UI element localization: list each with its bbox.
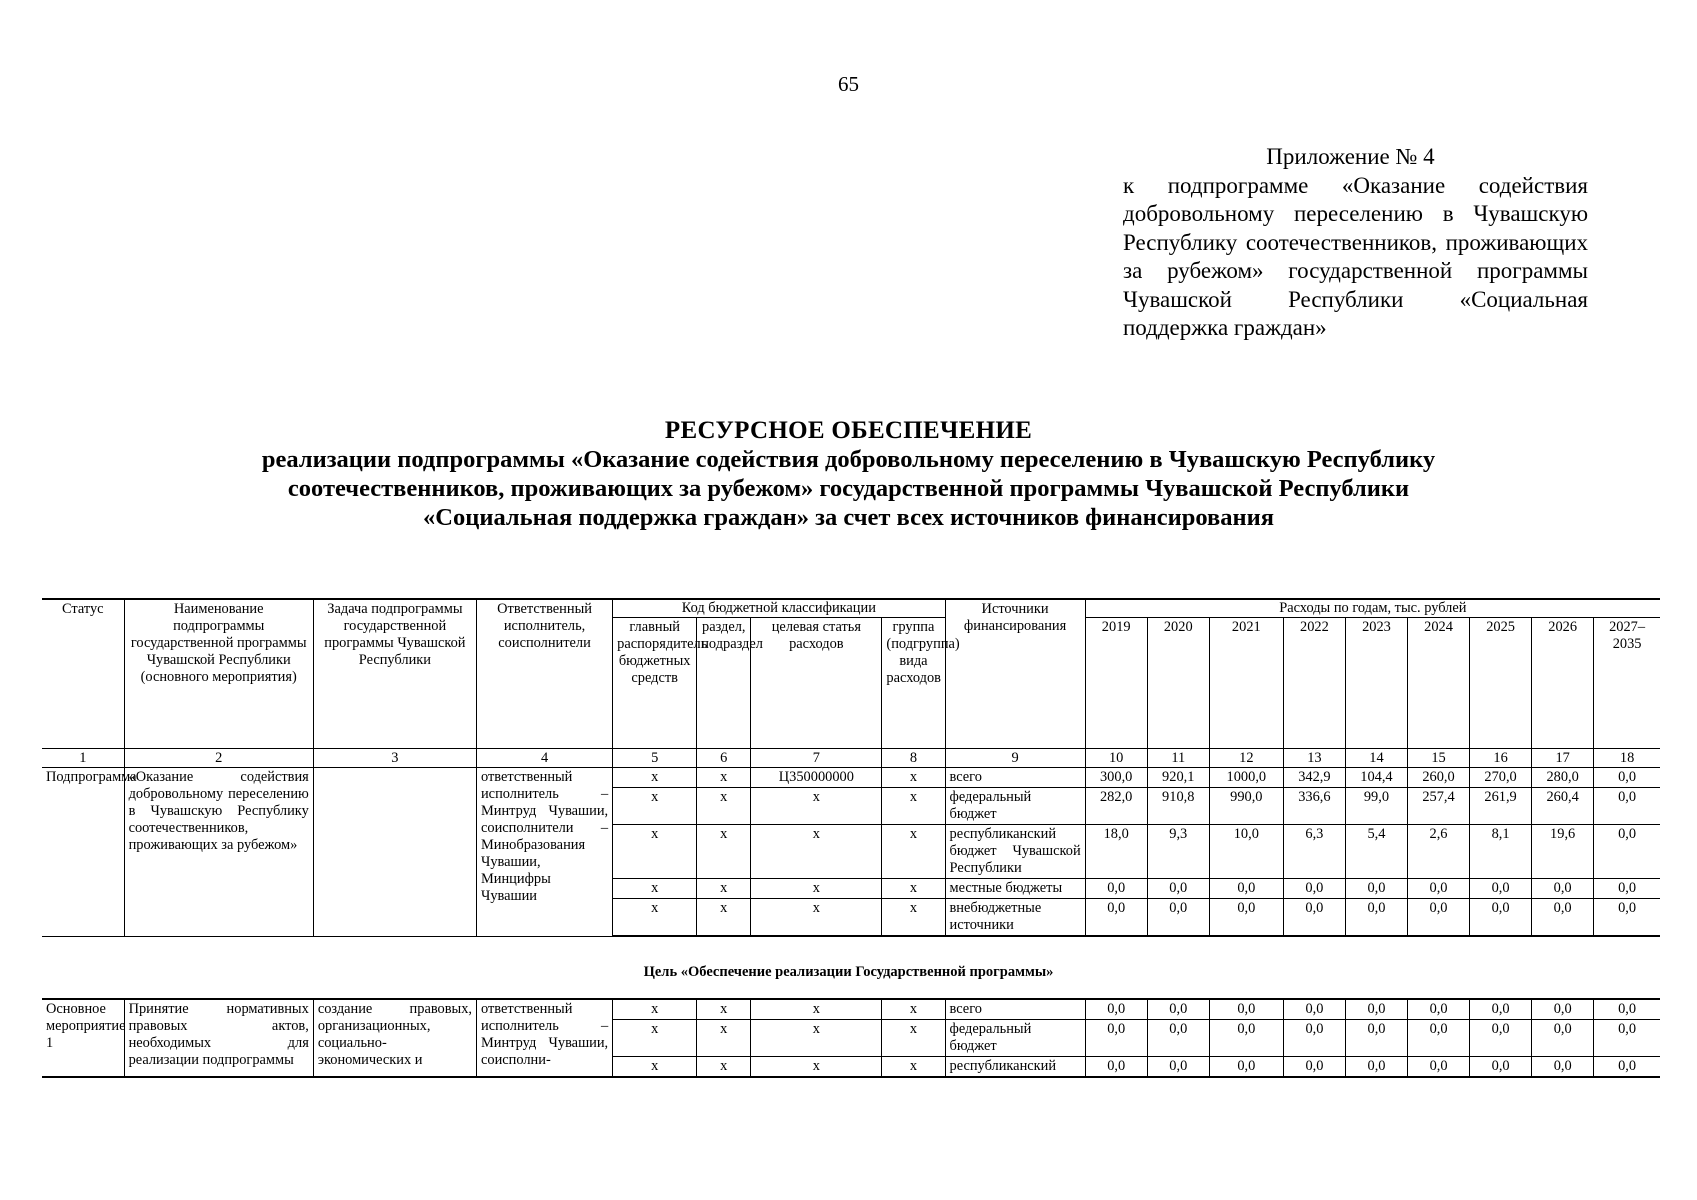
col-num: 18	[1594, 749, 1660, 768]
header-year-2026: 2026	[1532, 618, 1594, 749]
kbk-section-cell: x	[697, 879, 751, 899]
appendix-block	[1123, 143, 1588, 343]
value-cell: 0,0	[1532, 899, 1594, 937]
kbk-section-cell: x	[697, 788, 751, 825]
col-num: 13	[1283, 749, 1345, 768]
appendix-text: к подпрограмме «Оказание содействия добровольному переселению в Чувашскую Республику соотечественников, проживающих за рубежом» государственной программы Чувашской Республики «Социальная поддержка граждан»	[1123, 172, 1588, 340]
value-cell: 10,0	[1209, 825, 1283, 879]
value-cell: 99,0	[1345, 788, 1407, 825]
value-cell: 342,9	[1283, 768, 1345, 788]
value-cell: 0,0	[1594, 825, 1660, 879]
col-num: 11	[1147, 749, 1209, 768]
value-cell: 6,3	[1283, 825, 1345, 879]
col-num: 3	[313, 749, 476, 768]
header-kbk-main: главный распорядитель бюджетных средств	[613, 618, 697, 749]
value-cell: 910,8	[1147, 788, 1209, 825]
subprogram-executor: ответственный исполнитель – Минтруд Чувашии, соисполнители – Минобразования Чувашии, Минцифры Чувашии	[476, 768, 612, 937]
source-cell: республиканский	[945, 1057, 1085, 1078]
kbk-article-cell: x	[751, 1020, 882, 1057]
header-task: Задача подпрограммы государственной программы Чувашской Республики	[313, 599, 476, 749]
value-cell: 0,0	[1532, 1020, 1594, 1057]
value-cell: 0,0	[1147, 1020, 1209, 1057]
header-status: Статус	[42, 599, 124, 749]
source-cell: местные бюджеты	[945, 879, 1085, 899]
title-line-4: «Социальная поддержка граждан» за счет всех источников финансирования	[423, 504, 1274, 531]
value-cell: 282,0	[1085, 788, 1147, 825]
value-cell: 0,0	[1594, 879, 1660, 899]
header-year-2025: 2025	[1470, 618, 1532, 749]
kbk-article-cell: x	[751, 899, 882, 937]
value-cell: 0,0	[1594, 768, 1660, 788]
value-cell: 0,0	[1085, 1020, 1147, 1057]
header-kbk-group: группа (подгруппа) вида расходов	[882, 618, 945, 749]
measure-name: Принятие нормативных правовых актов, необходимых для реализации подпрограммы	[124, 999, 313, 1077]
col-num: 2	[124, 749, 313, 768]
kbk-group-cell: x	[882, 788, 945, 825]
kbk-section-cell: x	[697, 768, 751, 788]
kbk-article-cell: x	[751, 879, 882, 899]
kbk-group-cell: x	[882, 1020, 945, 1057]
kbk-section-cell: x	[697, 1057, 751, 1078]
col-num: 4	[476, 749, 612, 768]
kbk-main-cell: x	[613, 1057, 697, 1078]
col-num: 16	[1470, 749, 1532, 768]
value-cell: 0,0	[1532, 999, 1594, 1020]
kbk-main-cell: x	[613, 1020, 697, 1057]
source-cell: федеральный бюджет	[945, 788, 1085, 825]
header-kbk-article: целевая статья расходов	[751, 618, 882, 749]
source-cell: внебюджетные источники	[945, 899, 1085, 937]
value-cell: 0,0	[1085, 879, 1147, 899]
kbk-article-cell: x	[751, 825, 882, 879]
kbk-main-cell: x	[613, 879, 697, 899]
table-row	[42, 999, 1660, 1020]
value-cell: 0,0	[1209, 1057, 1283, 1078]
page-number: 65	[838, 72, 859, 96]
col-num: 9	[945, 749, 1085, 768]
col-num: 10	[1085, 749, 1147, 768]
value-cell: 280,0	[1532, 768, 1594, 788]
value-cell: 0,0	[1407, 899, 1469, 937]
value-cell: 260,0	[1407, 768, 1469, 788]
kbk-section-cell: x	[697, 899, 751, 937]
value-cell: 0,0	[1147, 1057, 1209, 1078]
subprogram-name: «Оказание содействия добровольному переселению в Чувашскую Республику соотечественников, проживающих за рубежом»	[124, 768, 313, 937]
value-cell: 0,0	[1345, 999, 1407, 1020]
kbk-article-cell: x	[751, 1057, 882, 1078]
kbk-main-cell: x	[613, 768, 697, 788]
value-cell: 0,0	[1594, 1057, 1660, 1078]
kbk-article-cell: x	[751, 999, 882, 1020]
measure-status: Основное мероприятие 1	[42, 999, 124, 1077]
header-name: Наименование подпрограммы государственной программы Чувашской Республики (основного мероприятия)	[124, 599, 313, 749]
measure-executor: ответственный исполнитель – Минтруд Чувашии, соисполни-	[477, 999, 613, 1077]
title-line-2: реализации подпрограммы «Оказание содействия добровольному переселению в Чувашскую Республику	[261, 446, 1436, 473]
value-cell: 18,0	[1085, 825, 1147, 879]
col-num: 7	[751, 749, 882, 768]
header-year-2023: 2023	[1345, 618, 1407, 749]
column-numbers-row	[42, 749, 1660, 768]
value-cell: 336,6	[1283, 788, 1345, 825]
goal-heading: Цель «Обеспечение реализации Государственной программы»	[643, 964, 1054, 980]
value-cell: 0,0	[1283, 1057, 1345, 1078]
value-cell: 0,0	[1594, 788, 1660, 825]
header-expenses: Расходы по годам, тыс. рублей	[1085, 599, 1660, 618]
measure-task: создание правовых, организационных, социально-экономических и	[313, 999, 476, 1077]
kbk-group-cell: x	[882, 899, 945, 937]
value-cell: 257,4	[1407, 788, 1469, 825]
value-cell: 0,0	[1470, 1020, 1532, 1057]
value-cell: 990,0	[1209, 788, 1283, 825]
resource-table	[42, 598, 1660, 937]
header-year-2022: 2022	[1283, 618, 1345, 749]
value-cell: 0,0	[1594, 999, 1660, 1020]
value-cell: 0,0	[1470, 899, 1532, 937]
source-cell: федеральный бюджет	[945, 1020, 1085, 1057]
subprogram-task	[313, 768, 476, 937]
value-cell: 0,0	[1408, 1057, 1470, 1078]
kbk-group-cell: x	[882, 999, 945, 1020]
kbk-section-cell: x	[697, 825, 751, 879]
value-cell: 0,0	[1470, 879, 1532, 899]
header-kbk: Код бюджетной классификации	[613, 599, 945, 618]
kbk-main-cell: x	[613, 788, 697, 825]
header-kbk-section: раздел, подраздел	[697, 618, 751, 749]
source-cell: всего	[945, 768, 1085, 788]
value-cell: 0,0	[1147, 999, 1209, 1020]
value-cell: 0,0	[1594, 899, 1660, 937]
value-cell: 0,0	[1209, 999, 1283, 1020]
value-cell: 0,0	[1470, 1057, 1532, 1078]
appendix-title: Приложение № 4	[1266, 144, 1435, 169]
value-cell: 0,0	[1085, 1057, 1147, 1078]
value-cell: 0,0	[1085, 999, 1147, 1020]
value-cell: 0,0	[1345, 879, 1407, 899]
kbk-main-cell: x	[613, 899, 697, 937]
value-cell: 104,4	[1345, 768, 1407, 788]
value-cell: 260,4	[1532, 788, 1594, 825]
source-cell: всего	[945, 999, 1085, 1020]
value-cell: 0,0	[1594, 1020, 1660, 1057]
value-cell: 0,0	[1283, 899, 1345, 937]
header-executor: Ответственный исполнитель, соисполнители	[476, 599, 612, 749]
value-cell: 0,0	[1085, 899, 1147, 937]
kbk-group-cell: x	[882, 1057, 945, 1078]
header-year-2021: 2021	[1209, 618, 1283, 749]
header-year-2024: 2024	[1407, 618, 1469, 749]
value-cell: 920,1	[1147, 768, 1209, 788]
value-cell: 0,0	[1283, 879, 1345, 899]
value-cell: 0,0	[1283, 1020, 1345, 1057]
value-cell: 0,0	[1209, 1020, 1283, 1057]
col-num: 12	[1209, 749, 1283, 768]
value-cell: 270,0	[1470, 768, 1532, 788]
col-num: 5	[613, 749, 697, 768]
col-num: 8	[882, 749, 945, 768]
col-num: 6	[697, 749, 751, 768]
kbk-main-cell: x	[613, 999, 697, 1020]
value-cell: 8,1	[1470, 825, 1532, 879]
header-year-2027-2035: 2027–2035	[1594, 618, 1660, 749]
value-cell: 261,9	[1470, 788, 1532, 825]
value-cell: 0,0	[1345, 1057, 1407, 1078]
col-num: 15	[1407, 749, 1469, 768]
measure-table	[42, 998, 1660, 1078]
title-line-1: РЕСУРСНОЕ ОБЕСПЕЧЕНИЕ	[664, 417, 1033, 444]
kbk-group-cell: x	[882, 825, 945, 879]
value-cell: 0,0	[1408, 999, 1470, 1020]
subprogram-status: Подпрограмма	[42, 768, 124, 937]
kbk-main-cell: x	[613, 825, 697, 879]
value-cell: 9,3	[1147, 825, 1209, 879]
col-num: 17	[1532, 749, 1594, 768]
value-cell: 0,0	[1147, 899, 1209, 937]
value-cell: 0,0	[1209, 899, 1283, 937]
value-cell: 300,0	[1085, 768, 1147, 788]
col-num: 14	[1345, 749, 1407, 768]
header-year-2019: 2019	[1085, 618, 1147, 749]
header-sources: Источники финансирования	[945, 599, 1085, 749]
value-cell: 0,0	[1345, 899, 1407, 937]
value-cell: 0,0	[1470, 999, 1532, 1020]
value-cell: 1000,0	[1209, 768, 1283, 788]
kbk-article-cell: x	[751, 788, 882, 825]
value-cell: 0,0	[1345, 1020, 1407, 1057]
value-cell: 0,0	[1408, 1020, 1470, 1057]
value-cell: 0,0	[1147, 879, 1209, 899]
value-cell: 2,6	[1407, 825, 1469, 879]
value-cell: 0,0	[1407, 879, 1469, 899]
value-cell: 0,0	[1209, 879, 1283, 899]
kbk-group-cell: x	[882, 768, 945, 788]
source-cell: республиканский бюджет Чувашской Республики	[945, 825, 1085, 879]
value-cell: 0,0	[1283, 999, 1345, 1020]
value-cell: 5,4	[1345, 825, 1407, 879]
kbk-group-cell: x	[882, 879, 945, 899]
kbk-article-cell: Ц350000000	[751, 768, 882, 788]
col-num: 1	[42, 749, 124, 768]
kbk-section-cell: x	[697, 1020, 751, 1057]
document-title	[0, 416, 1697, 532]
value-cell: 19,6	[1532, 825, 1594, 879]
header-year-2020: 2020	[1147, 618, 1209, 749]
kbk-section-cell: x	[697, 999, 751, 1020]
table-row	[42, 768, 1660, 788]
value-cell: 0,0	[1532, 879, 1594, 899]
title-line-3: соотечественников, проживающих за рубежом» государственной программы Чувашской Республики	[287, 475, 1410, 502]
value-cell: 0,0	[1532, 1057, 1594, 1078]
